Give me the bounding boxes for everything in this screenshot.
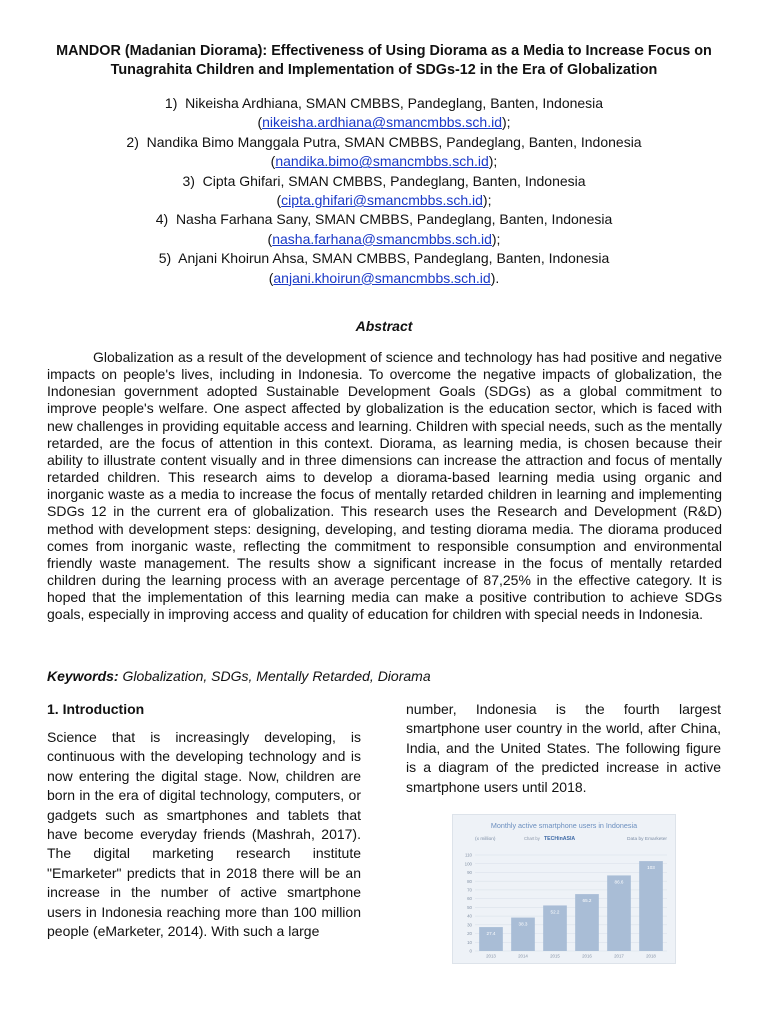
chart-credit-brand: TECHinASIA	[544, 836, 576, 842]
author-number: 4)	[155, 211, 169, 228]
chart-bar	[607, 875, 631, 951]
author-email-end: ).	[490, 269, 500, 286]
author-email-end: );	[502, 114, 511, 131]
author-email-link[interactable]: anjani.khoirun@smancmbbs.sch.id	[273, 269, 491, 286]
keywords-text: Globalization, SDGs, Mentally Retarded, Diorama	[122, 668, 431, 684]
section-heading-introduction: 1. Introduction	[47, 701, 145, 717]
abstract-heading: Abstract	[355, 318, 413, 334]
chart-unit-label: (x million)	[475, 837, 496, 842]
chart-y-tick-label: 50	[467, 904, 472, 910]
author-list	[40, 94, 728, 288]
author-number: 2)	[126, 133, 139, 150]
author-line	[40, 133, 728, 152]
chart-data-label: 86.6	[614, 879, 624, 885]
author-line	[40, 210, 728, 229]
chart-credit-label: Chart by	[524, 836, 540, 841]
chart-y-tick-label: 10	[467, 939, 472, 945]
keywords-line	[47, 668, 431, 684]
author-email-link[interactable]: nasha.farhana@smancmbbs.sch.id	[272, 230, 492, 247]
author-entry	[40, 172, 728, 211]
author-number: 3)	[182, 172, 195, 189]
author-email-line: (nasha.farhana@smancmbbs.sch.id);	[267, 230, 501, 247]
author-number: 1)	[164, 95, 178, 111]
chart-y-tick-label: 90	[467, 870, 472, 876]
author-email-link[interactable]: nandika.bimo@smancmbbs.sch.id	[275, 153, 489, 170]
author-line	[40, 94, 728, 113]
chart-svg	[453, 815, 675, 963]
author-email-link[interactable]: cipta.ghifari@smancmbbs.sch.id	[281, 192, 483, 209]
author-line	[40, 249, 728, 268]
chart-x-tick-label: 2015	[550, 953, 560, 959]
author-email-end: );	[491, 230, 501, 247]
chart-data-label: 103	[647, 865, 655, 871]
chart-data-label: 27.4	[486, 931, 496, 937]
chart-data-label: 52.2	[550, 909, 560, 915]
chart-y-tick-label: 0	[469, 948, 472, 954]
author-name: Nasha Farhana Sany, SMAN CMBBS, Pandeglang, Banten, Indonesia	[175, 211, 613, 228]
abstract-body: Globalization as a result of the development of science and technology has had positive and negative impacts on people's lives, including in Indonesia. To overcome the negative impacts of globalization, the Indonesian government adopted Sustainable Development Goals (SDGs) as a global commitment to improve people's welfare. One aspect affected by globalization is the education sector, which is faced with new challenges in providing equitable access and learning. Children with special needs, such as the mentally retarded, are the focus of attention in this context. Diorama, as learning media, is chosen because their ability to illustrate content visually and in three dimensions can increase the attraction and focus of mentally retarded children. This research aims to develop a diorama-based learning media using organic and inorganic waste as a media to increase the focus of mentally retarded children in learning and implementing SDGs 12 in the current era of globalization. This research uses the Research and Development (R&D) method with development steps: designing, developing, and testing diorama media. The diorama produced comes from inorganic waste, reflecting the commitment to responsible consumption and environmental friendly waste management. The results show a significant increase in the focus of mentally retarded children during the learning process with an average percentage of 87,25% in the effective category. It is hoped that the implementation of this learning media can make a positive contribution to achieve SDGs goals, especially in improving access and quality of education for children with special needs in Indonesia.	[47, 349, 722, 623]
chart-data-label: 38.3	[518, 921, 528, 927]
author-entry	[40, 249, 728, 288]
author-entry	[40, 133, 728, 172]
author-line	[40, 172, 728, 191]
chart-data-label: 65.2	[582, 898, 592, 904]
chart-y-tick-label: 70	[467, 887, 472, 893]
left-column	[47, 700, 361, 941]
chart-x-tick-label: 2018	[646, 953, 656, 959]
chart-y-tick-label: 30	[467, 922, 472, 928]
author-email-line: (anjani.khoirun@smancmbbs.sch.id).	[268, 269, 500, 286]
author-entry	[40, 210, 728, 249]
author-email-end: );	[488, 153, 498, 170]
chart-title: Monthly active smartphone users in Indonesia	[490, 821, 638, 830]
chart-y-tick-label: 100	[464, 861, 472, 867]
keywords-label: Keywords:	[47, 668, 119, 684]
smartphone-users-chart	[452, 814, 676, 964]
author-entry	[40, 94, 728, 133]
author-name: Nikeisha Ardhiana, SMAN CMBBS, Pandeglang, Banten, Indonesia	[185, 95, 604, 111]
chart-x-tick-label: 2014	[518, 953, 528, 959]
introduction-left-text: Science that is increasingly developing, is continuous with the developing technology and is now entering the digital stage. Now, children are born in the era of digital technology, computers, or gadgets such as smartphones and tablets that have become everyday friends (Mashrah, 2017). The digital marketing research institute "Emarketer" predicts that in 2018 there will be an increase in the number of active smartphone users in Indonesia reaching more than 100 million people (eMarketer, 2014). With such a large	[47, 729, 361, 940]
chart-y-tick-label: 80	[467, 878, 472, 884]
author-name: Cipta Ghifari, SMAN CMBBS, Pandeglang, Banten, Indonesia	[202, 172, 586, 189]
chart-source: Data by Emarketer	[627, 837, 667, 842]
author-email-line: (cipta.ghifari@smancmbbs.sch.id);	[276, 192, 492, 209]
right-column	[406, 700, 721, 797]
chart-y-tick-label: 60	[467, 896, 472, 902]
author-email-line: (nikeisha.ardhiana@smancmbbs.sch.id);	[257, 114, 511, 131]
chart-x-tick-label: 2013	[486, 953, 496, 959]
paper-title: MANDOR (Madanian Diorama): Effectiveness of Using Diorama as a Media to Increase Focus on Tunagrahita Children and Implementation of SDGs-12 in the Era of Globalization	[56, 43, 712, 78]
chart-x-tick-label: 2016	[582, 953, 592, 959]
chart-y-tick-label: 40	[467, 913, 472, 919]
author-email-line: (nandika.bimo@smancmbbs.sch.id);	[270, 153, 498, 170]
author-number: 5)	[158, 250, 172, 267]
chart-y-tick-label: 20	[467, 931, 472, 937]
chart-bar	[639, 861, 663, 951]
author-email-end: );	[482, 192, 492, 209]
chart-x-tick-label: 2017	[614, 953, 624, 959]
author-email-link[interactable]: nikeisha.ardhiana@smancmbbs.sch.id	[262, 114, 502, 131]
introduction-right-text: number, Indonesia is the fourth largest smartphone user country in the world, after China, India, and the United States. The following figure is a diagram of the predicted increase in active smartphone users until 2018.	[406, 701, 721, 795]
chart-y-tick-label: 110	[465, 852, 472, 858]
author-name: Anjani Khoirun Ahsa, SMAN CMBBS, Pandeglang, Banten, Indonesia	[178, 250, 610, 267]
author-name: Nandika Bimo Manggala Putra, SMAN CMBBS, Pandeglang, Banten, Indonesia	[146, 133, 642, 150]
